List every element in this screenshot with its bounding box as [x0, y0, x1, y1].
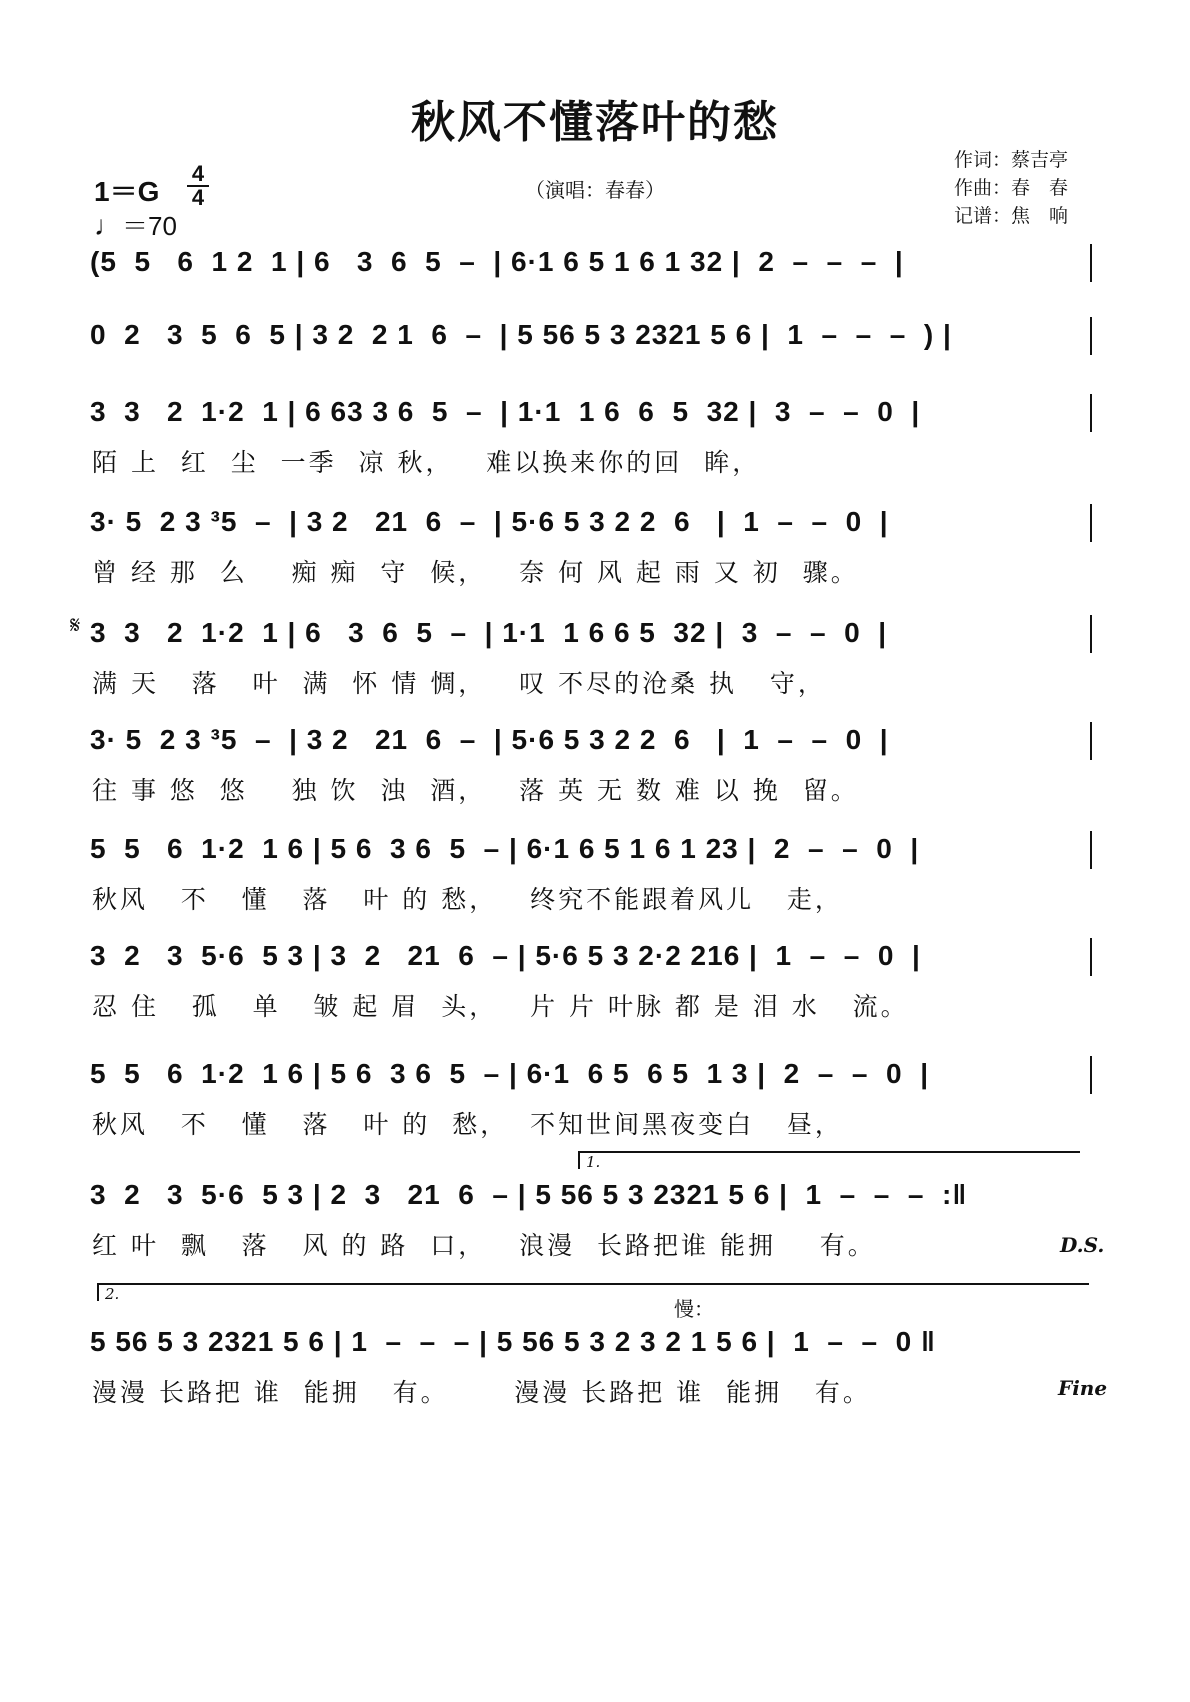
notation-line: 3 2 3 5·6 5 3 | 3 2 21 6 – | 5·6 5 3 2·2 216 | 1 – – 0 | [90, 940, 921, 971]
barline [1090, 244, 1092, 282]
credits-block [954, 146, 1068, 230]
key-signature: 1＝G [94, 176, 160, 207]
dal-segno-mark: D.S. [1060, 1233, 1105, 1257]
time-signature [186, 163, 210, 209]
lyricist-credit: 作词：蔡吉亭 [954, 149, 1069, 171]
time-signature-top: 4 [191, 161, 205, 186]
volta-1-label: 1. [586, 1153, 601, 1171]
notation-line: 5 56 5 3 2321 5 6 | 1 – – – | 5 56 5 3 2 3 2 1 5 6 | 1 – – 0 ‖ [90, 1326, 936, 1357]
barline [1090, 504, 1092, 542]
volta-bracket-2 [97, 1283, 1089, 1301]
score-row-10 [0, 1173, 1190, 1273]
volta-bracket-1 [578, 1151, 1080, 1169]
score-row-3 [0, 390, 1190, 490]
notation-line: 5 5 6 1·2 1 6 | 5 6 3 6 5 – | 6·1 6 5 6 5 1 3 | 2 – – 0 | [90, 1058, 930, 1089]
notation-line: 3 3 2 1·2 1 | 6 63 3 6 5 – | 1·1 1 6 6 5 32 | 3 – – 0 | [90, 396, 921, 427]
lyric-line: 曾 经 那 么 痴 痴 守 候， 奈 何 风 起 雨 又 初 骤。 [92, 558, 859, 587]
score-row-11 [0, 1320, 1190, 1420]
lyric-line: 往 事 悠 悠 独 饮 浊 酒， 落 英 无 数 难 以 挽 留。 [92, 776, 859, 805]
barline [1090, 831, 1092, 869]
lyric-line: 秋风 不 懂 落 叶 的 愁， 终究不能跟着风儿 走， [92, 885, 843, 914]
lyric-line: 漫漫 长路把 谁 能拥 有。 漫漫 长路把 谁 能拥 有。 [92, 1378, 871, 1407]
time-signature-bottom: 4 [191, 185, 205, 210]
lyric-line: 红 叶 飘 落 风 的 路 口， 浪漫 长路把谁 能拥 有。 [92, 1231, 876, 1260]
score-row-8 [0, 934, 1190, 1034]
tempo-value: ＝70 [122, 211, 177, 241]
lyric-line: 满 天 落 叶 满 怀 情 惆， 叹 不尽的沧桑 执 守， [92, 669, 826, 698]
notation-line: 3· 5 2 3 ³5 – | 3 2 21 6 – | 5·6 5 3 2 2 6 | 1 – – 0 | [90, 724, 889, 755]
barline [1090, 394, 1092, 432]
singer-credit: （演唱：春春） [525, 178, 665, 202]
score-row-4 [0, 500, 1190, 600]
volta-2-label: 2. [105, 1285, 120, 1303]
notation-line: 3 2 3 5·6 5 3 | 2 3 21 6 – | 5 56 5 3 2321 5 6 | 1 – – – :‖ [90, 1179, 968, 1210]
song-title: 秋风不懂落叶的愁 [411, 97, 779, 148]
notation-line: 3 3 2 1·2 1 | 6 3 6 5 – | 1·1 1 6 6 5 32 | 3 – – 0 | [90, 617, 888, 648]
barline [1090, 317, 1092, 355]
transcriber-credit: 记谱：焦 响 [954, 205, 1069, 227]
notation-line: (5 5 6 1 2 1 | 6 3 6 5 – | 6·1 6 5 1 6 1 32 | 2 – – – | [90, 246, 904, 277]
barline [1090, 722, 1092, 760]
lyric-line: 秋风 不 懂 落 叶 的 愁， 不知世间黑夜变白 昼， [92, 1110, 843, 1139]
score-row-5 [0, 611, 1190, 711]
tempo-slow-mark: 慢： [674, 1297, 714, 1321]
notation-line: 3· 5 2 3 ³5 – | 3 2 21 6 – | 5·6 5 3 2 2 6 | 1 – – 0 | [90, 506, 889, 537]
lyric-line: 忍 住 孤 单 皱 起 眉 头， 片 片 叶脉 都 是 泪 水 流。 [92, 992, 909, 1021]
score-row-9 [0, 1052, 1190, 1152]
score-row-7 [0, 827, 1190, 927]
barline [1090, 1056, 1092, 1094]
segno-icon: 𝄋 [70, 611, 81, 639]
score-row-6 [0, 718, 1190, 818]
notation-line: 0 2 3 5 6 5 | 3 2 2 1 6 – | 5 56 5 3 2321 5 6 | 1 – – – ) | [90, 319, 952, 350]
barline [1090, 615, 1092, 653]
lyric-line: 陌 上 红 尘 一季 凉 秋， 难以换来你的回 眸， [92, 448, 761, 477]
barline [1090, 938, 1092, 976]
tempo-marking [94, 206, 177, 243]
notation-line: 5 5 6 1·2 1 6 | 5 6 3 6 5 – | 6·1 6 5 1 6 1 23 | 2 – – 0 | [90, 833, 920, 864]
quarter-note-icon: ♩ [94, 210, 122, 241]
composer-credit: 作曲：春 春 [954, 177, 1069, 199]
fine-mark: Fine [1058, 1376, 1108, 1400]
